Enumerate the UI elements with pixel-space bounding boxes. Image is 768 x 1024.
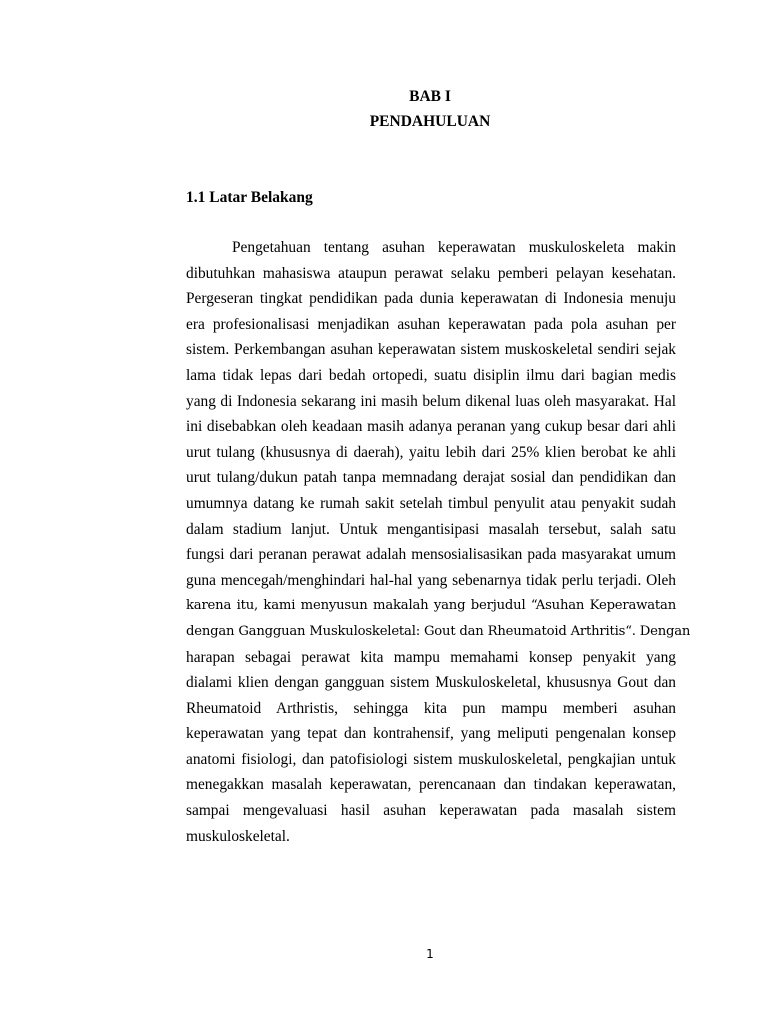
paragraph-line: umumnya datang ke rumah sakit setelah timbul penyulit atau penyakit sudah — [186, 494, 676, 512]
paragraph-line: karena itu, kami menyusun makalah yang berjudul “Asuhan Keperawatan — [186, 598, 676, 614]
paragraph-line: Rheumatoid Arthristis, sehingga kita pun mampu memberi asuhan — [186, 699, 676, 717]
paragraph-line: dalam stadium lanjut. Untuk mengantisipasi masalah tersebut, salah satu — [186, 520, 676, 538]
paragraph-line: Pengetahuan tentang asuhan keperawatan muskuloskeleta makin — [232, 239, 676, 256]
body-paragraph — [186, 235, 691, 849]
paragraph-line: ini disebabkan oleh keadaan masih adanya peranan yang cukup besar dari ahli — [186, 418, 676, 436]
paragraph-line: sampai mengevaluasi hasil asuhan keperawatan pada masalah sistem — [186, 802, 676, 820]
paragraph-line: harapan sebagai perawat kita mampu memahami konsep penyakit yang — [186, 648, 676, 666]
paragraph-line: dengan Gangguan Muskuloskeletal: Gout dan Rheumatoid Arthritis“. Dengan — [186, 623, 691, 639]
paragraph-line: era profesionalisasi menjadikan asuhan keperawatan pada pola asuhan per — [186, 315, 676, 333]
paragraph-line: Pergeseran tingkat pendidikan pada dunia keperawatan di Indonesia menuju — [186, 290, 676, 308]
paragraph-line: yang di Indonesia sekarang ini masih belum dikenal luas oleh masyarakat. Hal — [186, 392, 676, 410]
paragraph-line: lama tidak lepas dari bedah ortopedi, suatu disiplin ilmu dari bagian medis — [186, 366, 676, 384]
paragraph-line: guna mencegah/menghindari hal-hal yang sebenarnya tidak perlu terjadi. Oleh — [186, 571, 676, 589]
paragraph-line: urut tulang (khususnya di daerah), yaitu lebih dari 25% klien berobat ke ahli — [186, 443, 676, 461]
section-heading: 1.1 Latar Belakang — [186, 189, 313, 206]
chapter-number: BAB I — [409, 88, 451, 105]
paragraph-line: dialami klien dengan gangguan sistem Muskuloskeletal, khususnya Gout dan — [186, 674, 676, 692]
paragraph-line: urut tulang/dukun patah tanpa memnadang derajat sosial dan pendidikan dan — [186, 469, 676, 487]
page-number: 1 — [426, 947, 434, 961]
paragraph-line: sistem. Perkembangan asuhan keperawatan sistem muskoskeletal sendiri sejak — [186, 341, 676, 359]
paragraph-line: keperawatan yang tepat dan kontrahensif, yang meliputi pengenalan konsep — [186, 725, 676, 743]
chapter-title: PENDAHULUAN — [369, 113, 491, 130]
paragraph-line: fungsi dari peranan perawat adalah mensosialisasikan pada masyarakat umum — [186, 546, 676, 564]
paragraph-line: muskuloskeletal. — [186, 827, 290, 845]
paragraph-line: menegakkan masalah keperawatan, perencanaan dan tindakan keperawatan, — [186, 776, 676, 794]
paragraph-line: anatomi fisiologi, dan patofisiologi sistem muskuloskeletal, pengkajian untuk — [186, 750, 676, 768]
paragraph-line: dibutuhkan mahasiswa ataupun perawat selaku pemberi pelayan kesehatan. — [186, 264, 676, 282]
